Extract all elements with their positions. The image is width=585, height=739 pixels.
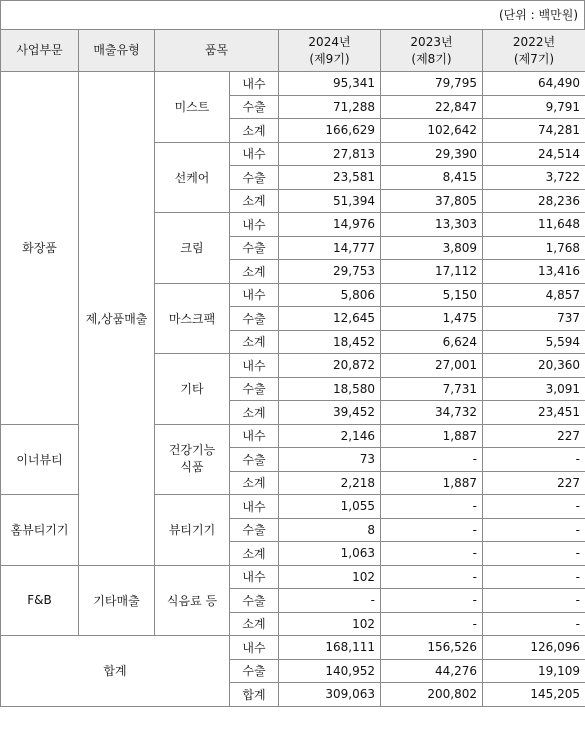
value-2022: 28,236 bbox=[483, 189, 585, 213]
value-2022: 11,648 bbox=[483, 213, 585, 237]
row-type: 내수 bbox=[230, 495, 279, 519]
value-2022: 74,281 bbox=[483, 119, 585, 143]
table-row bbox=[1, 72, 585, 96]
segment-inner-beauty: 이너뷰티 bbox=[1, 424, 79, 495]
row-type: 수출 bbox=[230, 377, 279, 401]
header-2023-year: 2023년 bbox=[410, 34, 453, 49]
table-row bbox=[1, 565, 585, 589]
value-2024: 309,063 bbox=[279, 683, 381, 707]
segment-fnb: F&B bbox=[1, 565, 79, 636]
value-2024: 20,872 bbox=[279, 354, 381, 378]
value-2024: 73 bbox=[279, 448, 381, 472]
total-row bbox=[1, 636, 585, 660]
value-2024: 168,111 bbox=[279, 636, 381, 660]
value-2023: - bbox=[381, 495, 483, 519]
row-type: 내수 bbox=[230, 636, 279, 660]
header-sales-type: 매출유형 bbox=[79, 30, 155, 72]
item-name-line1: 건강기능 bbox=[168, 443, 216, 458]
value-2023: - bbox=[381, 612, 483, 636]
value-2022: 4,857 bbox=[483, 283, 585, 307]
header-2023-period: (제8기) bbox=[411, 51, 452, 66]
value-2022: - bbox=[483, 495, 585, 519]
item-name: 기타 bbox=[155, 354, 230, 425]
row-type: 소계 bbox=[230, 330, 279, 354]
sales-type-other: 기타매출 bbox=[79, 565, 155, 636]
sales-type-product: 제,상품매출 bbox=[79, 72, 155, 566]
value-2024: 12,645 bbox=[279, 307, 381, 331]
value-2024: 102 bbox=[279, 612, 381, 636]
value-2022: 227 bbox=[483, 424, 585, 448]
row-type: 소계 bbox=[230, 189, 279, 213]
value-2022: 227 bbox=[483, 471, 585, 495]
value-2022: 19,109 bbox=[483, 659, 585, 683]
value-2024: 95,341 bbox=[279, 72, 381, 96]
value-2022: 64,490 bbox=[483, 72, 585, 96]
value-2023: 1,887 bbox=[381, 471, 483, 495]
row-type: 수출 bbox=[230, 448, 279, 472]
value-2024: 14,976 bbox=[279, 213, 381, 237]
item-name: 마스크팩 bbox=[155, 283, 230, 354]
value-2024: 5,806 bbox=[279, 283, 381, 307]
value-2023: 6,624 bbox=[381, 330, 483, 354]
value-2022: - bbox=[483, 448, 585, 472]
value-2024: 71,288 bbox=[279, 95, 381, 119]
value-2022: - bbox=[483, 589, 585, 613]
header-2023 bbox=[381, 30, 483, 72]
value-2023: 44,276 bbox=[381, 659, 483, 683]
row-type: 내수 bbox=[230, 213, 279, 237]
value-2022: - bbox=[483, 565, 585, 589]
row-type: 합계 bbox=[230, 683, 279, 707]
row-type: 내수 bbox=[230, 565, 279, 589]
value-2022: 24,514 bbox=[483, 142, 585, 166]
value-2023: - bbox=[381, 518, 483, 542]
value-2023: 1,887 bbox=[381, 424, 483, 448]
value-2022: - bbox=[483, 612, 585, 636]
header-2022 bbox=[483, 30, 585, 72]
total-label: 합계 bbox=[1, 636, 230, 707]
header-segment: 사업부문 bbox=[1, 30, 79, 72]
value-2022: - bbox=[483, 518, 585, 542]
value-2024: 39,452 bbox=[279, 401, 381, 425]
value-2023: 79,795 bbox=[381, 72, 483, 96]
value-2023: 3,809 bbox=[381, 236, 483, 260]
row-type: 수출 bbox=[230, 518, 279, 542]
item-name: 미스트 bbox=[155, 72, 230, 143]
segment-cosmetics: 화장품 bbox=[1, 72, 79, 425]
row-type: 내수 bbox=[230, 354, 279, 378]
table-header-row bbox=[1, 30, 585, 72]
row-type: 내수 bbox=[230, 72, 279, 96]
value-2023: 22,847 bbox=[381, 95, 483, 119]
value-2024: 102 bbox=[279, 565, 381, 589]
value-2023: 200,802 bbox=[381, 683, 483, 707]
item-name: 뷰티기기 bbox=[155, 495, 230, 566]
header-2024-period: (제9기) bbox=[309, 51, 350, 66]
header-2022-year: 2022년 bbox=[512, 34, 556, 49]
value-2023: 8,415 bbox=[381, 166, 483, 190]
value-2023: 34,732 bbox=[381, 401, 483, 425]
value-2024: 2,218 bbox=[279, 471, 381, 495]
value-2022: 126,096 bbox=[483, 636, 585, 660]
row-type: 수출 bbox=[230, 659, 279, 683]
unit-note: (단위 : 백만원) bbox=[0, 0, 585, 30]
value-2023: - bbox=[381, 542, 483, 566]
value-2024: 1,063 bbox=[279, 542, 381, 566]
value-2024: 140,952 bbox=[279, 659, 381, 683]
row-type: 수출 bbox=[230, 236, 279, 260]
value-2023: 7,731 bbox=[381, 377, 483, 401]
value-2023: 1,475 bbox=[381, 307, 483, 331]
value-2024: 14,777 bbox=[279, 236, 381, 260]
segment-home-beauty-device: 홈뷰티기기 bbox=[1, 495, 79, 566]
item-name: 크림 bbox=[155, 213, 230, 284]
item-name-line2: 식품 bbox=[180, 460, 204, 475]
row-type: 소계 bbox=[230, 119, 279, 143]
row-type: 내수 bbox=[230, 424, 279, 448]
header-2022-period: (제7기) bbox=[513, 51, 555, 66]
value-2022: 737 bbox=[483, 307, 585, 331]
value-2024: 29,753 bbox=[279, 260, 381, 284]
value-2023: 37,805 bbox=[381, 189, 483, 213]
header-item: 품목 bbox=[155, 30, 279, 72]
value-2024: 2,146 bbox=[279, 424, 381, 448]
item-name bbox=[155, 424, 230, 495]
value-2022: 13,416 bbox=[483, 260, 585, 284]
value-2022: 145,205 bbox=[483, 683, 585, 707]
row-type: 소계 bbox=[230, 612, 279, 636]
value-2022: 3,091 bbox=[483, 377, 585, 401]
value-2024: - bbox=[279, 589, 381, 613]
item-name: 식음료 등 bbox=[155, 565, 230, 636]
value-2023: - bbox=[381, 589, 483, 613]
row-type: 수출 bbox=[230, 166, 279, 190]
value-2022: 5,594 bbox=[483, 330, 585, 354]
value-2024: 18,580 bbox=[279, 377, 381, 401]
row-type: 소계 bbox=[230, 471, 279, 495]
value-2023: 156,526 bbox=[381, 636, 483, 660]
value-2024: 8 bbox=[279, 518, 381, 542]
row-type: 내수 bbox=[230, 283, 279, 307]
header-2024 bbox=[279, 30, 381, 72]
value-2023: 17,112 bbox=[381, 260, 483, 284]
row-type: 소계 bbox=[230, 260, 279, 284]
row-type: 내수 bbox=[230, 142, 279, 166]
value-2023: - bbox=[381, 565, 483, 589]
row-type: 수출 bbox=[230, 589, 279, 613]
value-2022: 9,791 bbox=[483, 95, 585, 119]
row-type: 소계 bbox=[230, 401, 279, 425]
sales-table bbox=[0, 29, 585, 707]
value-2022: 1,768 bbox=[483, 236, 585, 260]
value-2023: 102,642 bbox=[381, 119, 483, 143]
value-2023: 29,390 bbox=[381, 142, 483, 166]
header-2024-year: 2024년 bbox=[308, 34, 351, 49]
item-name: 선케어 bbox=[155, 142, 230, 213]
value-2024: 18,452 bbox=[279, 330, 381, 354]
value-2024: 27,813 bbox=[279, 142, 381, 166]
value-2023: 13,303 bbox=[381, 213, 483, 237]
value-2024: 1,055 bbox=[279, 495, 381, 519]
value-2023: 5,150 bbox=[381, 283, 483, 307]
value-2023: - bbox=[381, 448, 483, 472]
value-2022: 23,451 bbox=[483, 401, 585, 425]
row-type: 수출 bbox=[230, 307, 279, 331]
value-2022: - bbox=[483, 542, 585, 566]
value-2023: 27,001 bbox=[381, 354, 483, 378]
value-2024: 23,581 bbox=[279, 166, 381, 190]
row-type: 수출 bbox=[230, 95, 279, 119]
value-2022: 20,360 bbox=[483, 354, 585, 378]
value-2022: 3,722 bbox=[483, 166, 585, 190]
value-2024: 166,629 bbox=[279, 119, 381, 143]
row-type: 소계 bbox=[230, 542, 279, 566]
value-2024: 51,394 bbox=[279, 189, 381, 213]
